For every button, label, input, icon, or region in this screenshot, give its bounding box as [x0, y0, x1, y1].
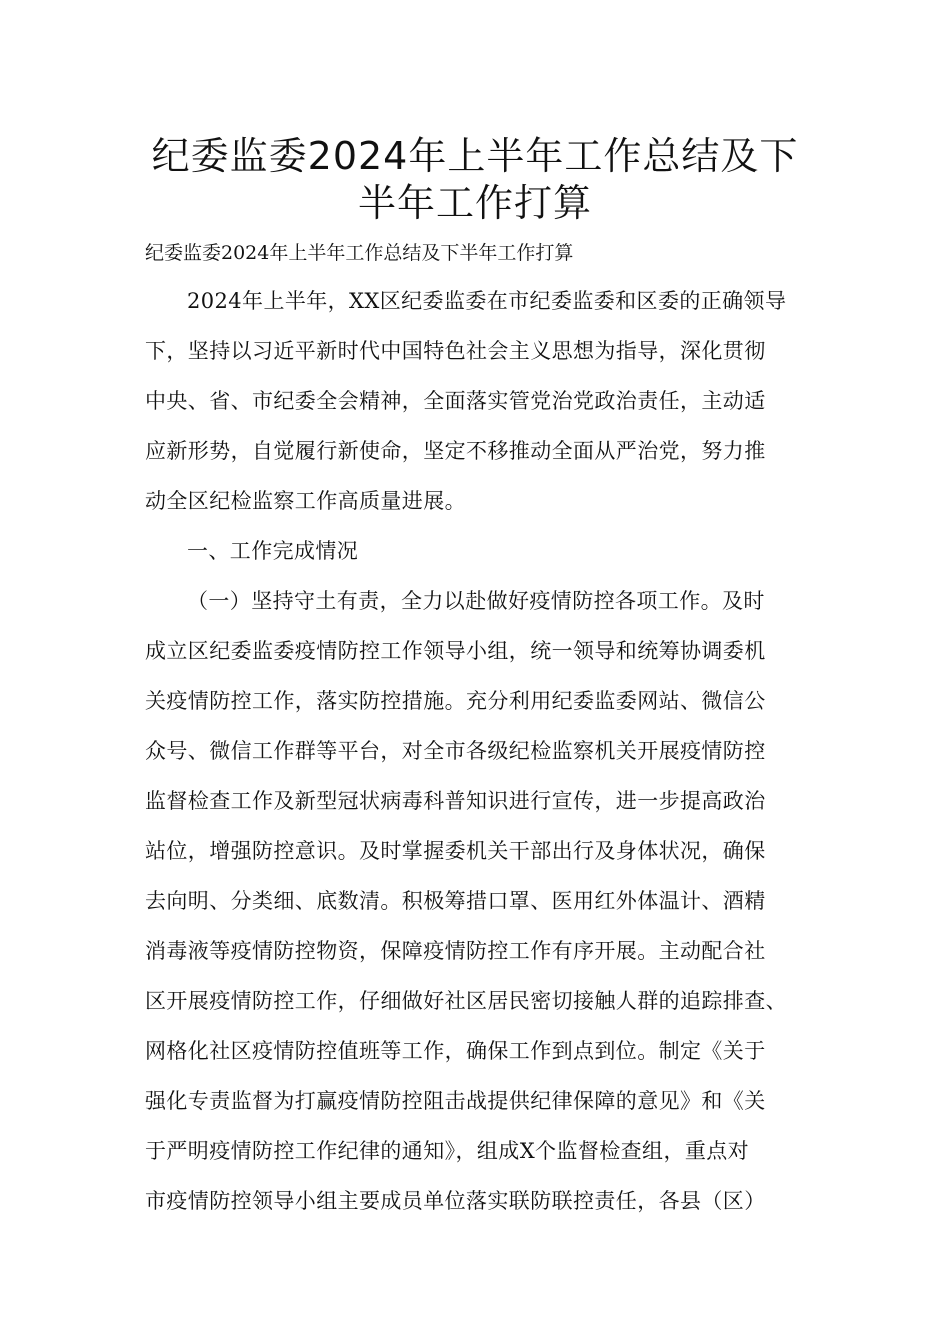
- paragraph-line: 应新形势，自觉履行新使命，坚定不移推动全面从严治党，努力推: [145, 439, 766, 463]
- paragraph-line: 众号、微信工作群等平台，对全市各级纪检监察机关开展疫情防控: [145, 739, 766, 763]
- paragraph-line: 成立区纪委监委疫情防控工作领导小组，统一领导和统筹协调委机: [145, 639, 766, 663]
- document-title-line-2: 半年工作打算: [357, 181, 592, 225]
- paragraph-line: 消毒液等疫情防控物资，保障疫情防控工作有序开展。主动配合社: [145, 939, 766, 963]
- paragraph-line: 去向明、分类细、底数清。积极筹措口罩、医用红外体温计、酒精: [145, 889, 766, 913]
- paragraph-line: 下，坚持以习近平新时代中国特色社会主义思想为指导，深化贯彻: [145, 339, 766, 363]
- paragraph-line: 站位，增强防控意识。及时掌握委机关干部出行及身体状况，确保: [145, 839, 766, 863]
- document-subtitle: 纪委监委2024年上半年工作总结及下半年工作打算: [145, 242, 574, 264]
- paragraph-line: 动全区纪检监察工作高质量进展。: [145, 489, 466, 513]
- paragraph-line: 关疫情防控工作，落实防控措施。充分利用纪委监委网站、微信公: [145, 689, 766, 713]
- document-title-line-1: 纪委监委2024年上半年工作总结及下: [151, 134, 799, 178]
- paragraph-line: 中央、省、市纪委全会精神，全面落实管党治党政治责任，主动适: [145, 389, 766, 413]
- paragraph-line: 网格化社区疫情防控值班等工作，确保工作到点到位。制定《关于: [145, 1039, 766, 1063]
- paragraph-line: 区开展疫情防控工作，仔细做好社区居民密切接触人群的追踪排查、: [145, 989, 787, 1013]
- paragraph-line: 于严明疫情防控工作纪律的通知》，组成X个监督检查组，重点对: [145, 1139, 750, 1163]
- paragraph-line: 强化专责监督为打赢疫情防控阻击战提供纪律保障的意见》和《关: [145, 1089, 766, 1113]
- paragraph-line: 市疫情防控领导小组主要成员单位落实联防联控责任，各县（区）: [145, 1189, 766, 1213]
- paragraph-line: 2024年上半年，XX区纪委监委在市纪委监委和区委的正确领导: [187, 289, 787, 313]
- paragraph-line: 监督检查工作及新型冠状病毒科普知识进行宣传，进一步提高政治: [145, 789, 766, 813]
- section-heading: 一、工作完成情况: [187, 539, 359, 563]
- paragraph-line: （一）坚持守土有责，全力以赴做好疫情防控各项工作。及时: [187, 589, 765, 613]
